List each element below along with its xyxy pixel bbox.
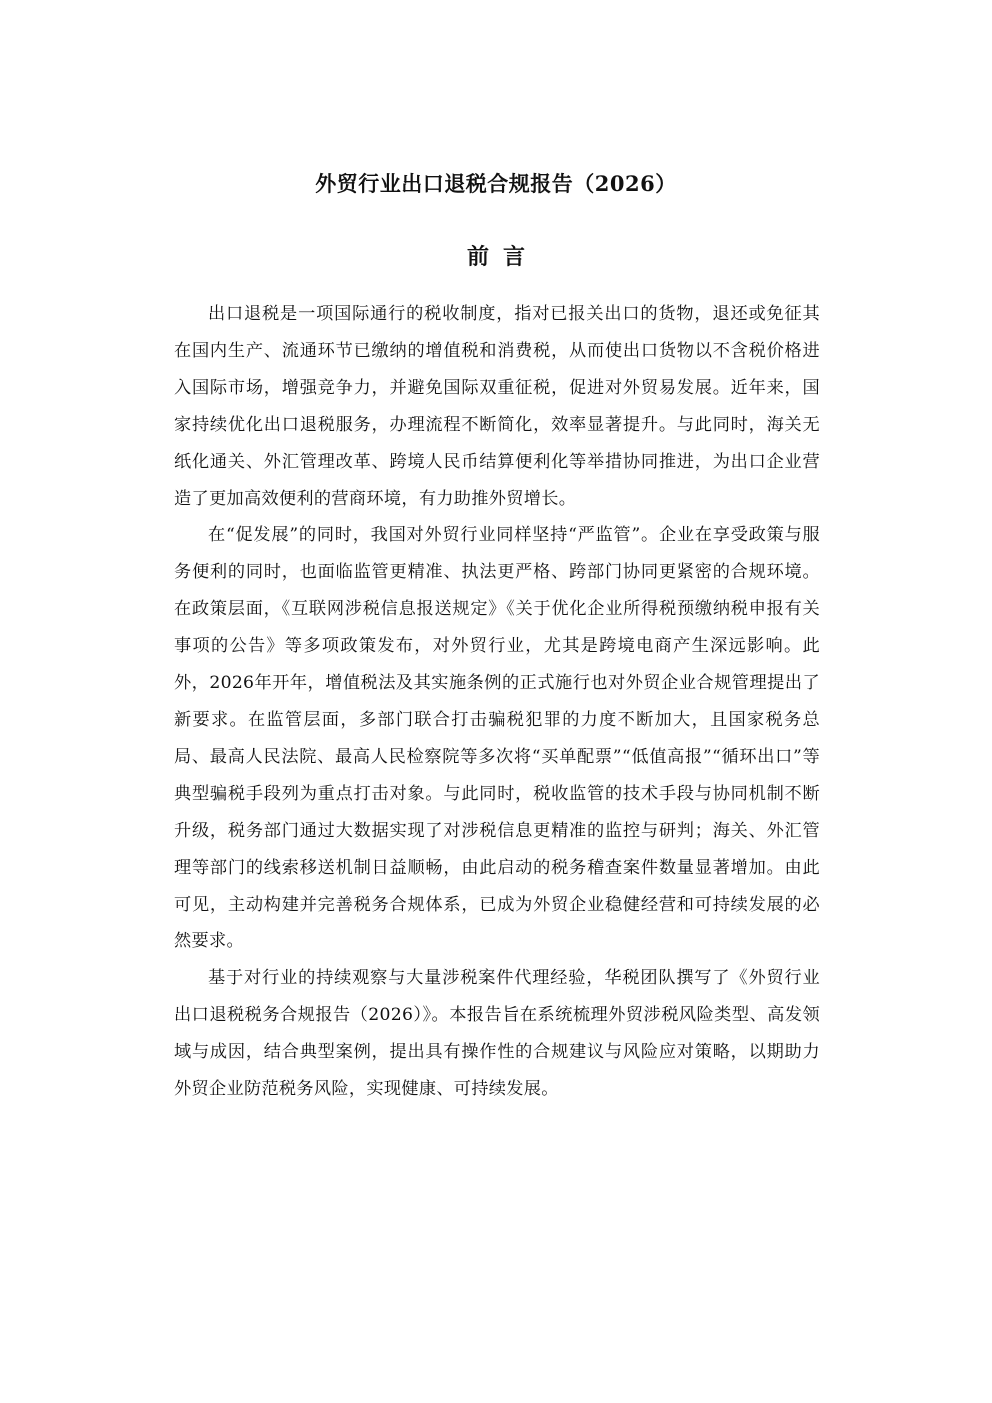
paragraph-2: 在“促发展”的同时，我国对外贸行业同样坚持“严监管”。企业在享受政策与服务便利的同时，也面临监管更精准、执法更严格、跨部门协同更紧密的合规环境。在政策层面，《互联网涉税信息报送规定》《关于优化企业所得税预缴纳税申报有关事项的公告》等多项政策发布，对外贸行业，尤其是跨境电商产生深远影响。此外，2026年开年，增值税法及其实施条例的正式施行也对外贸企业合规管理提出了新要求。在监管层面，多部门联合打击骗税犯罪的力度不断加大，且国家税务总局、最高人民法院、最高人民检察院等多次将“买单配票”“低值高报”“循环出口”等典型骗税手段列为重点打击对象。与此同时，税收监管的技术手段与协同机制不断升级，税务部门通过大数据实现了对涉税信息更精准的监控与研判；海关、外汇管理等部门的线索移送机制日益顺畅，由此启动的税务稽查案件数量显著增加。由此可见，主动构建并完善税务合规体系，已成为外贸企业稳健经营和可持续发展的必然要求。 (174, 525, 820, 952)
document-title: 外贸行业出口退税合规报告（2026） (315, 171, 677, 196)
section-heading-preface: 前言 (466, 244, 539, 270)
preface-body (174, 296, 820, 1108)
paragraph-3: 基于对行业的持续观察与大量涉税案件代理经验，华税团队撰写了《外贸行业出口退税税务合规报告（2026）》。本报告旨在系统梳理外贸涉税风险类型、高发领域与成因，结合典型案例，提出具有操作性的合规建议与风险应对策略，以期助力外贸企业防范税务风险，实现健康、可持续发展。 (174, 968, 820, 1100)
paragraph-1: 出口退税是一项国际通行的税收制度，指对已报关出口的货物，退还或免征其在国内生产、流通环节已缴纳的增值税和消费税，从而使出口货物以不含税价格进入国际市场，增强竞争力，并避免国际双重征税，促进对外贸易发展。近年来，国家持续优化出口退税服务，办理流程不断简化，效率显著提升。与此同时，海关无纸化通关、外汇管理改革、跨境人民币结算便利化等举措协同推进，为出口企业营造了更加高效便利的营商环境，有力助推外贸增长。 (174, 304, 820, 509)
